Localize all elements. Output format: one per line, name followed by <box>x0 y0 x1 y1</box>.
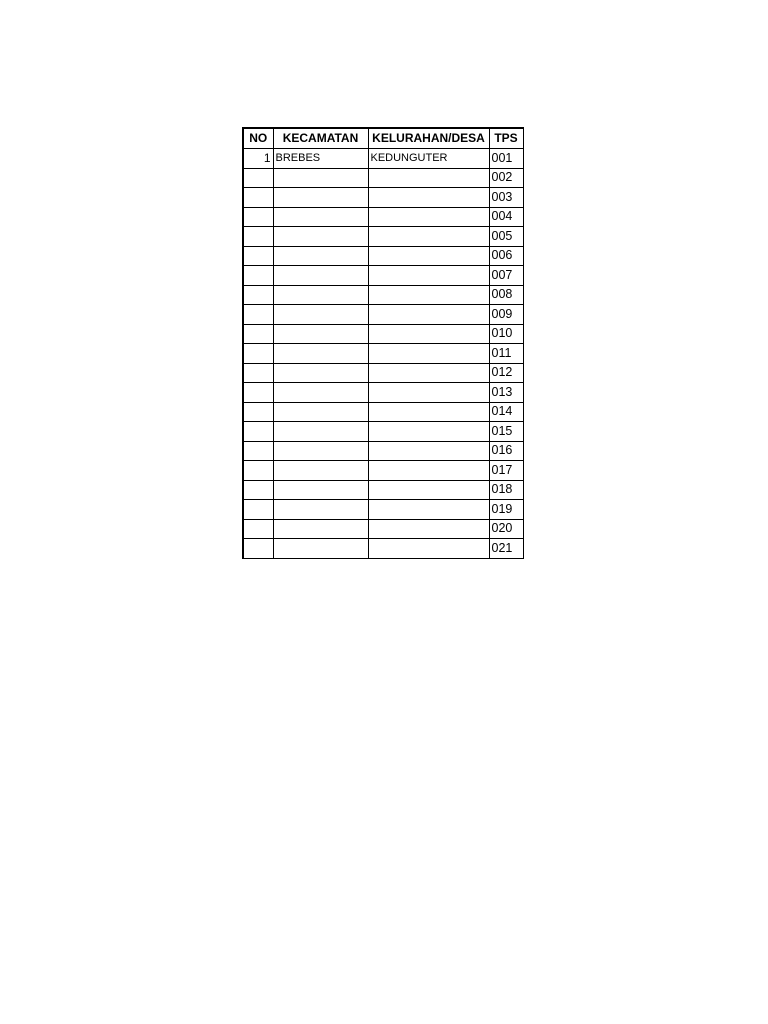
cell-kecamatan <box>273 422 368 442</box>
cell-kecamatan <box>273 227 368 247</box>
table-row <box>243 344 523 364</box>
cell-kelurahan <box>368 207 489 227</box>
cell-kecamatan <box>273 461 368 481</box>
table-row <box>243 285 523 305</box>
cell-kelurahan <box>368 168 489 188</box>
cell-tps: 021 <box>489 539 523 559</box>
cell-tps: 002 <box>489 168 523 188</box>
header-tps: TPS <box>489 128 523 149</box>
cell-tps: 001 <box>489 149 523 169</box>
cell-tps: 019 <box>489 500 523 520</box>
cell-kecamatan <box>273 207 368 227</box>
cell-tps: 009 <box>489 305 523 325</box>
cell-no <box>243 168 273 188</box>
cell-tps: 004 <box>489 207 523 227</box>
cell-kelurahan <box>368 188 489 208</box>
cell-kelurahan <box>368 422 489 442</box>
cell-tps: 017 <box>489 461 523 481</box>
table-row <box>243 266 523 286</box>
table-row <box>243 324 523 344</box>
cell-no <box>243 344 273 364</box>
cell-kecamatan <box>273 519 368 539</box>
table-row <box>243 305 523 325</box>
cell-no <box>243 227 273 247</box>
cell-tps: 003 <box>489 188 523 208</box>
cell-kecamatan <box>273 480 368 500</box>
cell-no <box>243 305 273 325</box>
cell-kelurahan <box>368 461 489 481</box>
cell-kecamatan <box>273 363 368 383</box>
cell-kecamatan: BREBES <box>273 149 368 169</box>
cell-kecamatan <box>273 344 368 364</box>
cell-tps: 016 <box>489 441 523 461</box>
cell-no <box>243 363 273 383</box>
tps-sheet <box>242 127 524 559</box>
cell-tps: 020 <box>489 519 523 539</box>
cell-no <box>243 441 273 461</box>
header-kecamatan: KECAMATAN <box>273 128 368 149</box>
cell-no <box>243 422 273 442</box>
table-row <box>243 363 523 383</box>
cell-tps: 008 <box>489 285 523 305</box>
tps-table <box>242 127 524 559</box>
header-kelurahan: KELURAHAN/DESA <box>368 128 489 149</box>
cell-kelurahan <box>368 266 489 286</box>
cell-kelurahan <box>368 363 489 383</box>
cell-kecamatan <box>273 402 368 422</box>
cell-kelurahan <box>368 246 489 266</box>
cell-kelurahan <box>368 227 489 247</box>
table-row <box>243 500 523 520</box>
cell-kecamatan <box>273 266 368 286</box>
cell-no <box>243 324 273 344</box>
cell-tps: 010 <box>489 324 523 344</box>
cell-kelurahan <box>368 441 489 461</box>
cell-no <box>243 266 273 286</box>
cell-kecamatan <box>273 188 368 208</box>
table-row <box>243 168 523 188</box>
cell-tps: 018 <box>489 480 523 500</box>
cell-kelurahan: KEDUNGUTER <box>368 149 489 169</box>
cell-no <box>243 246 273 266</box>
header-no: NO <box>243 128 273 149</box>
cell-no <box>243 480 273 500</box>
cell-no <box>243 383 273 403</box>
cell-no <box>243 519 273 539</box>
cell-kecamatan <box>273 383 368 403</box>
cell-kecamatan <box>273 305 368 325</box>
cell-kecamatan <box>273 500 368 520</box>
cell-tps: 005 <box>489 227 523 247</box>
cell-kecamatan <box>273 246 368 266</box>
cell-tps: 015 <box>489 422 523 442</box>
cell-kelurahan <box>368 383 489 403</box>
cell-tps: 007 <box>489 266 523 286</box>
cell-kelurahan <box>368 539 489 559</box>
cell-tps: 014 <box>489 402 523 422</box>
cell-kelurahan <box>368 480 489 500</box>
cell-kelurahan <box>368 500 489 520</box>
table-row <box>243 422 523 442</box>
cell-kelurahan <box>368 519 489 539</box>
cell-tps: 013 <box>489 383 523 403</box>
table-row <box>243 519 523 539</box>
cell-no: 1 <box>243 149 273 169</box>
cell-no <box>243 207 273 227</box>
cell-kelurahan <box>368 344 489 364</box>
cell-kecamatan <box>273 324 368 344</box>
table-row <box>243 441 523 461</box>
table-row <box>243 402 523 422</box>
cell-kelurahan <box>368 324 489 344</box>
table-row <box>243 246 523 266</box>
cell-tps: 006 <box>489 246 523 266</box>
cell-kecamatan <box>273 168 368 188</box>
cell-kecamatan <box>273 539 368 559</box>
cell-kecamatan <box>273 441 368 461</box>
cell-no <box>243 188 273 208</box>
cell-kelurahan <box>368 285 489 305</box>
table-row <box>243 461 523 481</box>
table-row <box>243 480 523 500</box>
cell-no <box>243 500 273 520</box>
cell-no <box>243 539 273 559</box>
cell-no <box>243 461 273 481</box>
table-row <box>243 383 523 403</box>
cell-no <box>243 402 273 422</box>
cell-no <box>243 285 273 305</box>
cell-kecamatan <box>273 285 368 305</box>
cell-kelurahan <box>368 402 489 422</box>
cell-tps: 011 <box>489 344 523 364</box>
cell-tps: 012 <box>489 363 523 383</box>
table-header-row <box>243 128 523 149</box>
table-body <box>243 149 523 559</box>
table-row <box>243 188 523 208</box>
table-row <box>243 539 523 559</box>
table-row <box>243 227 523 247</box>
cell-kelurahan <box>368 305 489 325</box>
table-row <box>243 207 523 227</box>
table-row <box>243 149 523 169</box>
